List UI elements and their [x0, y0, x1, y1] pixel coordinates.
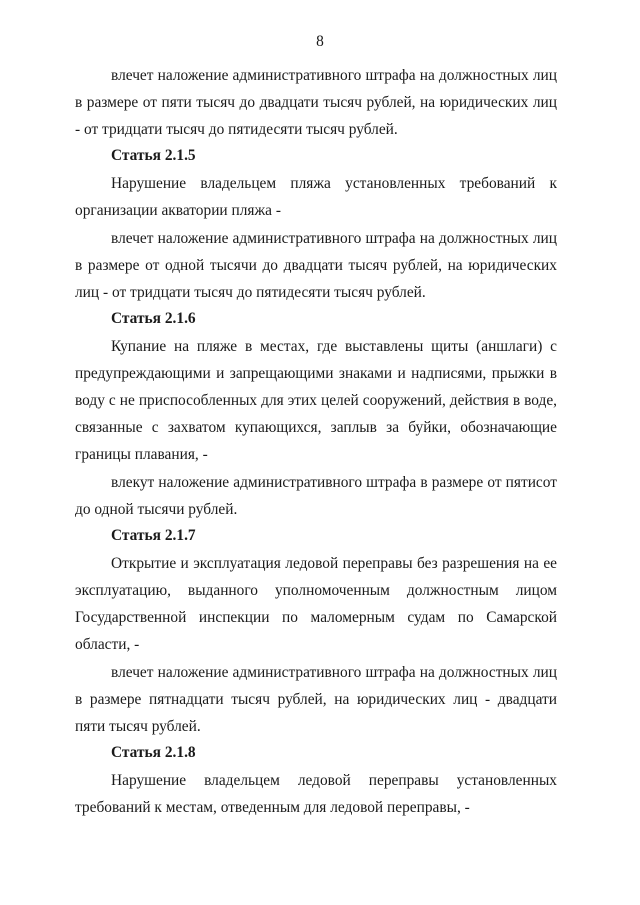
article-heading-2-1-6: Статья 2.1.6: [111, 310, 196, 327]
article-heading-2-1-5: Статья 2.1.5: [111, 147, 196, 164]
document-body: [75, 62, 557, 821]
paragraph-violation-2-1-8: Нарушение владельцем ледовой переправы установленных требований к местам, отведенным для ледовой переправы, -: [75, 772, 557, 816]
paragraph-violation-2-1-7: Открытие и эксплуатация ледовой переправы без разрешения на ее эксплуатацию, выданного уполномоченным должностным лицом Государственной инспекции по маломерным судам по Самарской области, -: [75, 555, 557, 653]
article-heading-2-1-8: Статья 2.1.8: [111, 744, 196, 761]
paragraph-penalty-2-1-7: влечет наложение административного штрафа на должностных лиц в размере пятнадцати тысяч рублей, на юридических лиц - двадцати пяти тысяч рублей.: [75, 664, 557, 735]
paragraph-penalty-2-1-6: влекут наложение административного штрафа в размере от пятисот до одной тысячи рублей.: [75, 474, 557, 518]
paragraph-penalty-2-1-5: влечет наложение административного штрафа на должностных лиц в размере от одной тысячи до двадцати тысяч рублей, на юридических лиц - от тридцати тысяч до пятидесяти тысяч рублей.: [75, 230, 557, 301]
paragraph-violation-2-1-6: Купание на пляже в местах, где выставлены щиты (аншлаги) с предупреждающими и запрещающими знаками и надписями, прыжки в воду с не приспособленных для этих целей сооружений, действия в воде, связанные с захватом купающихся, заплыв за буйки, обозначающие границы плавания, -: [75, 338, 557, 463]
paragraph-penalty-2-1-4: влечет наложение административного штрафа на должностных лиц в размере от пяти тысяч до двадцати тысяч рублей, на юридических лиц - от тридцати тысяч до пятидесяти тысяч рублей.: [75, 67, 557, 138]
article-heading-2-1-7: Статья 2.1.7: [111, 527, 196, 544]
paragraph-violation-2-1-5: Нарушение владельцем пляжа установленных требований к организации акватории пляжа -: [75, 175, 557, 219]
page-number: 8: [316, 33, 324, 50]
